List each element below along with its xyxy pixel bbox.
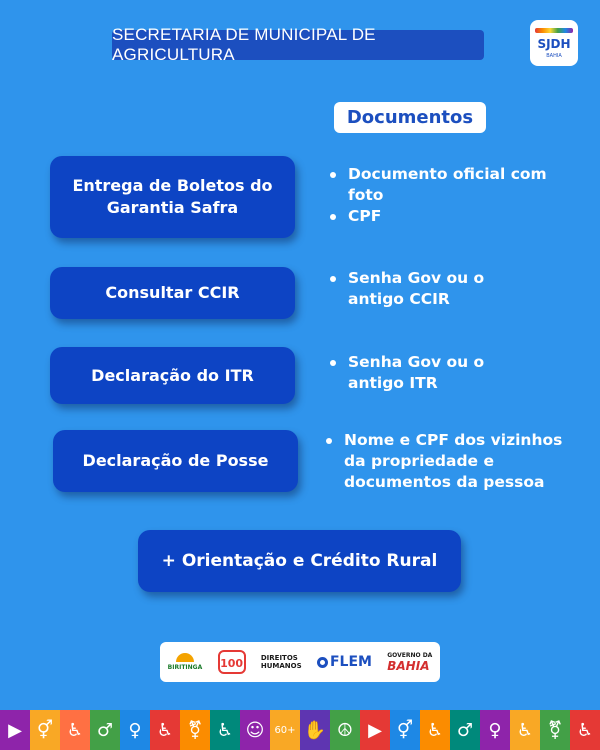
direitos-humanos-logo (261, 654, 302, 670)
ring-icon (317, 657, 328, 668)
service-garantia-safra (50, 156, 295, 238)
inclusion-icon: ♂ (450, 710, 480, 750)
hundred-logo (218, 650, 246, 674)
inclusion-icon: ▶ (0, 710, 30, 750)
inclusion-icon: ☺ (240, 710, 270, 750)
service-label: Declaração de Posse (82, 451, 269, 470)
inclusion-icon: ✋ (300, 710, 330, 750)
documents-heading: Documentos (334, 102, 486, 133)
inclusion-icon: ♿ (210, 710, 240, 750)
documents-list-posse (322, 430, 582, 493)
inclusion-icon-strip (0, 710, 600, 750)
document-item: CPF (326, 206, 556, 227)
inclusion-icon: ♿ (60, 710, 90, 750)
sponsor-logos (160, 642, 440, 682)
inclusion-icon: ♿ (420, 710, 450, 750)
inclusion-icon: ⚧ (180, 710, 210, 750)
service-label: Entrega de Boletos do Garantia Safra (72, 176, 273, 217)
inclusion-icon: ⚥ (30, 710, 60, 750)
biritinga-logo (168, 653, 203, 671)
documents-list-ccir (326, 268, 526, 310)
inclusion-icon: ⚧ (540, 710, 570, 750)
biritinga-logo-label: BIRITINGA (167, 664, 203, 671)
sjdh-logo-sub: BAHIA (546, 52, 562, 59)
governo-label: GOVERNO DA (387, 651, 433, 659)
document-item: Documento oficial com foto (326, 164, 556, 206)
sjdh-logo-label: SJDH (537, 36, 571, 51)
inclusion-icon: ♿ (570, 710, 600, 750)
inclusion-icon: ⚥ (390, 710, 420, 750)
inclusion-icon: 60+ (270, 710, 300, 750)
bahia-label: BAHIA (387, 658, 430, 673)
direitos-humanos-label: DIREITOS HUMANOS (260, 654, 302, 670)
header-title: SECRETARIA DE MUNICIPAL DE AGRICULTURA (112, 30, 484, 60)
sun-icon (176, 653, 194, 662)
document-item: Senha Gov ou o antigo ITR (326, 352, 526, 394)
governo-bahia-logo (387, 652, 432, 673)
rainbow-bar-icon (535, 28, 573, 33)
document-item: Nome e CPF dos vizinhos da propriedade e documentos da pessoa (322, 430, 582, 493)
inclusion-icon: ▶ (360, 710, 390, 750)
inclusion-icon: ♂ (90, 710, 120, 750)
inclusion-icon: ♀ (480, 710, 510, 750)
hundred-logo-label: 100 (220, 657, 244, 670)
inclusion-icon: ♿ (150, 710, 180, 750)
documents-list-itr (326, 352, 526, 394)
service-declaracao-itr (50, 347, 295, 404)
flem-logo-label: FLEM (329, 654, 372, 670)
service-label: + Orientação e Crédito Rural (161, 551, 438, 571)
documents-list-garantia-safra (326, 164, 556, 227)
inclusion-icon: ♀ (120, 710, 150, 750)
service-declaracao-posse (53, 430, 298, 492)
service-orientacao-credito (138, 530, 461, 592)
sjdh-logo (530, 20, 578, 66)
service-label: Consultar CCIR (105, 283, 240, 302)
flem-logo (317, 654, 372, 670)
service-consultar-ccir (50, 267, 295, 319)
inclusion-icon: ♿ (510, 710, 540, 750)
document-item: Senha Gov ou o antigo CCIR (326, 268, 526, 310)
service-label: Declaração do ITR (91, 365, 254, 385)
inclusion-icon: ☮ (330, 710, 360, 750)
